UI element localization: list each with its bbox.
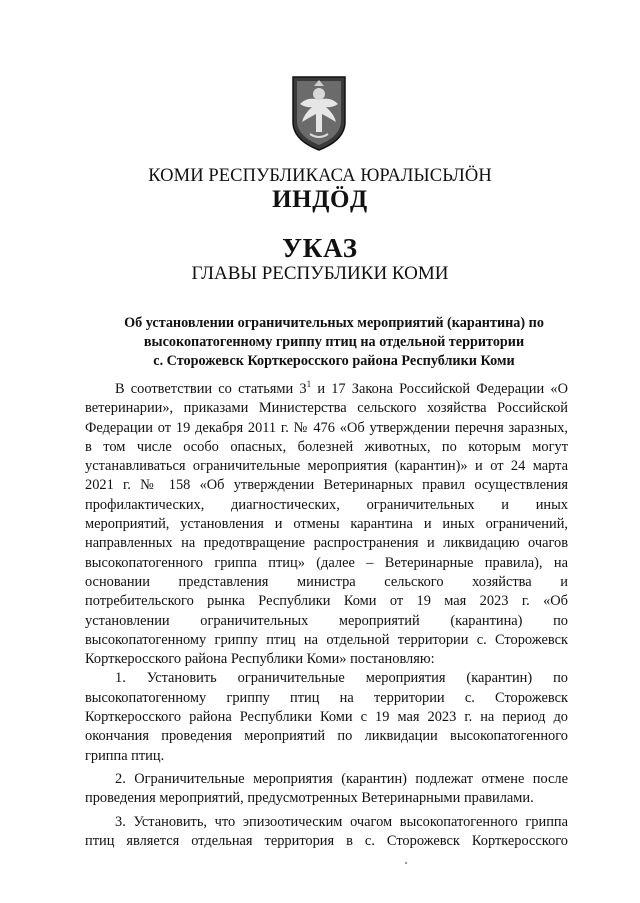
body-line: 2021 г. № 158 «Об утверждении Ветеринарных правил осуществления	[85, 477, 568, 494]
decree-subject	[100, 314, 568, 372]
komi-header: КОМИ РЕСПУБЛИКАСА ЮРАЛЫСЬЛӦН	[148, 166, 492, 186]
body-line: основании представления министра сельского хозяйства и	[85, 573, 568, 590]
decree-body	[85, 380, 568, 851]
subject-line: Об установлении ограничительных мероприятий (карантина) по	[124, 315, 544, 331]
body-line: мероприятий, установления и отмены карантина и иных ограничений,	[85, 516, 568, 533]
decree-title: УКАЗ	[282, 233, 358, 263]
body-line: ветеринарии», приказами Министерства сельского хозяйства Российской	[85, 400, 568, 417]
komi-title: ИНДӦД	[272, 186, 368, 213]
body-line: потребительского рынка Республики Коми от 19 мая 2023 г. «Об	[85, 593, 568, 610]
body-line: устанавливаться ограничительные мероприятия (карантин)» и от 24 марта	[85, 458, 568, 475]
body-line: В соответствии со статьями $3^1$ и 17 Закона Российской Федерации «О	[115, 379, 568, 397]
body-line: 3. Установить, что эпизоотическим очагом высокопатогенного гриппа	[115, 813, 568, 830]
body-line: 1. Установить ограничительные мероприятия (карантин) по	[115, 670, 568, 687]
body-line: Федерации от 19 декабря 2011 г. № 476 «Об утверждении перечня заразных,	[85, 419, 568, 436]
subject-line: высокопатогенному гриппу птиц на отдельной территории	[143, 334, 525, 351]
body-line: установлении ограничительных мероприятий (карантина) по	[85, 612, 568, 629]
scan-speck	[405, 862, 407, 864]
body-line: Корткеросского района Республики Коми с 19 мая 2023 г. на период до	[85, 709, 568, 726]
komi-coat-of-arms-icon	[290, 74, 348, 152]
body-line: профилактических, диагностических, ограничительных и иных	[85, 496, 568, 513]
preamble-paragraph	[85, 380, 568, 669]
body-line: высокопатогенному гриппу птиц на отдельной территории с. Сторожевск	[85, 631, 568, 648]
body-line: в том числе особо опасных, болезней животных, по которым могут	[85, 438, 568, 455]
body-line: птиц является отдельная территория в с. Сторожевск Корткеросского	[85, 832, 568, 849]
item-2	[85, 770, 568, 809]
body-line: высокопатогенного гриппа птиц» (далее – Ветеринарные правила), на	[85, 554, 568, 571]
body-line: 2. Ограничительные мероприятия (карантин) подлежат отмене после	[115, 770, 568, 787]
body-line: проведения мероприятий, предусмотренных Ветеринарными правилами.	[85, 790, 534, 807]
item-3	[85, 813, 568, 852]
body-line: окончания проведения мероприятий по ликвидации высокопатогенного	[85, 728, 568, 745]
decree-subtitle: ГЛАВЫ РЕСПУБЛИКИ КОМИ	[191, 263, 449, 284]
body-line: высокопатогенному гриппу птиц на территории с. Сторожевск	[85, 689, 568, 706]
body-line: Корткеросского района Республики Коми» постановляю:	[85, 651, 435, 668]
body-line: гриппа птиц.	[85, 747, 165, 764]
item-1	[85, 669, 568, 765]
subject-line: с. Сторожевск Корткеросского района Республики Коми	[153, 353, 515, 370]
body-line: направленных на предотвращение распространения и ликвидацию очагов	[85, 535, 568, 552]
